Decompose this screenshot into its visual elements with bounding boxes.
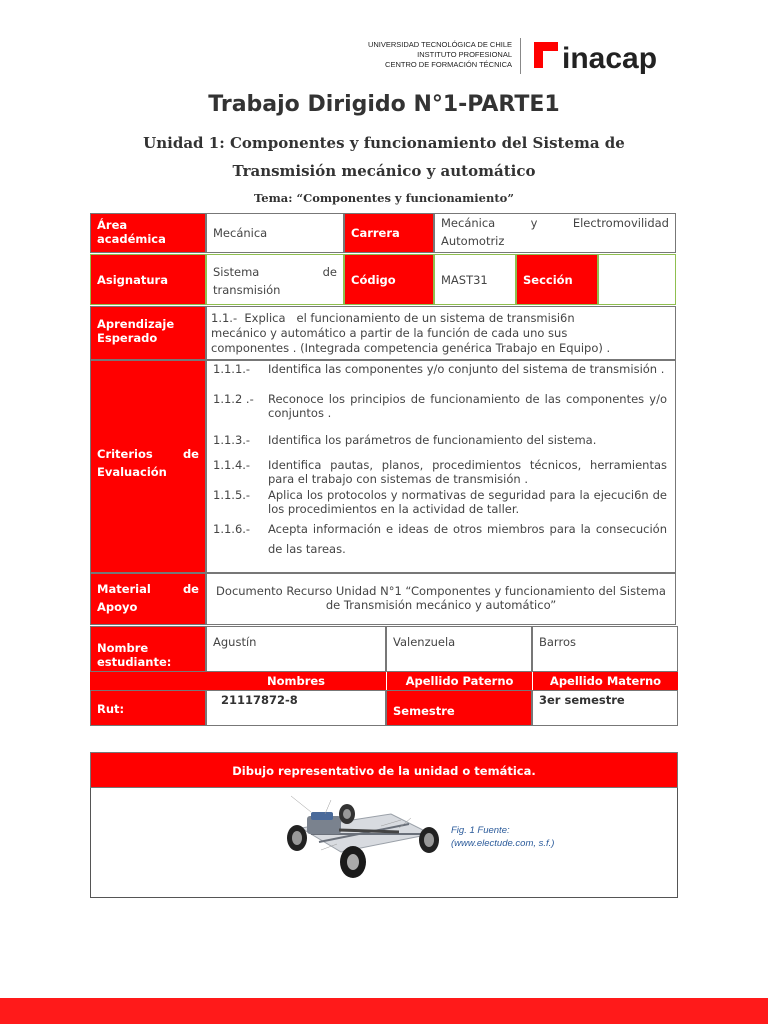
- institution-line-2: INSTITUTO PROFESIONAL: [417, 50, 512, 59]
- car-chassis-illustration: [281, 790, 441, 886]
- area-value: Mecánica: [206, 213, 344, 253]
- semestre-label: Semestre: [386, 690, 532, 726]
- rut-value: 21117872-8: [206, 690, 386, 726]
- carrera-value: Mecánica y Electromovilidad Automotriz: [434, 213, 676, 253]
- apellido-materno-value: Barros: [532, 626, 678, 672]
- nombre-estudiante-label: Nombre estudiante:: [90, 626, 206, 672]
- nombre-label-continuation: [90, 672, 206, 690]
- inacap-logo-mark: [532, 36, 672, 78]
- institution-logo: [367, 36, 680, 80]
- apellido-paterno-header: Apellido Paterno: [386, 672, 532, 690]
- area-label: Área académica: [90, 213, 206, 253]
- asignatura-value: Sistema de transmisión: [206, 254, 344, 305]
- criterios-label: Criterios de Evaluación: [90, 360, 206, 573]
- aprendizaje-label: Aprendizaje Esperado: [90, 306, 206, 360]
- drawing-section-header: Dibujo representativo de la unidad o temática.: [90, 752, 678, 788]
- institution-line-3: CENTRO DE FORMACIÓN TÉCNICA: [385, 60, 512, 69]
- criterios-value: 1.1.1.- Identifica las componentes y/o conjunto del sistema de transmisión . 1.1.2 .- Reconoce los principios de funcionamiento de las componentes y/o conjuntos . 1.1.3.- Identifica los parámetros de funcionamiento del sistema. 1.1.4.- Identifica pautas, planos, procedimientos técnicos, herramientas para el trabajo con sistemas de transmisión . 1.1.5.- Aplica los protocolos y normativas de seguridad para la ejecuci6n de los procedimientos en la actividad de taller. 1.1.6.- Acepta información e ideas de otros miembros para la consecución de las tareas.: [206, 360, 676, 573]
- aprendizaje-value: 1.1.- Explica el funcionamiento de un sistema de transmisi6n mecánico y automático a partir de la función de cada uno sus componentes . (Integrada competencia genérica Trabajo en Equipo) .: [206, 306, 676, 360]
- footer-bar: [0, 998, 768, 1024]
- carrera-label: Carrera: [344, 213, 434, 253]
- apellido-paterno-value: Valenzuela: [386, 626, 532, 672]
- seccion-label: Sección: [516, 254, 598, 305]
- nombres-header: Nombres: [206, 672, 386, 690]
- figure-caption: Fig. 1 Fuente: (www.electude.com, s.f.): [451, 825, 555, 849]
- material-label: Material de Apoyo: [90, 573, 206, 625]
- seccion-value: [598, 254, 676, 305]
- codigo-label: Código: [344, 254, 434, 305]
- asignatura-label: Asignatura: [90, 254, 206, 305]
- document-title: Trabajo Dirigido N°1-PARTE1: [208, 92, 560, 117]
- drawing-section: [90, 788, 678, 898]
- apellido-materno-header: Apellido Materno: [532, 672, 678, 690]
- brand-name: inacap: [562, 42, 658, 75]
- unit-title-line-1: Unidad 1: Componentes y funcionamiento del Sistema de: [143, 134, 625, 152]
- material-value: Documento Recurso Unidad N°1 “Componentes y funcionamiento del Sistema de Transmisión mecánico y automático”: [206, 573, 676, 625]
- logo-separator: [520, 38, 521, 74]
- codigo-value: MAST31: [434, 254, 516, 305]
- nombres-value: Agustín: [206, 626, 386, 672]
- tema-line: Tema: “Componentes y funcionamiento”: [254, 191, 514, 205]
- rut-label: Rut:: [90, 690, 206, 726]
- unit-title-line-2: Transmisión mecánico y automático: [232, 162, 536, 180]
- institution-text: [368, 40, 512, 70]
- semestre-value: 3er semestre: [532, 690, 678, 726]
- institution-line-1: UNIVERSIDAD TECNOLÓGICA DE CHILE: [367, 40, 512, 49]
